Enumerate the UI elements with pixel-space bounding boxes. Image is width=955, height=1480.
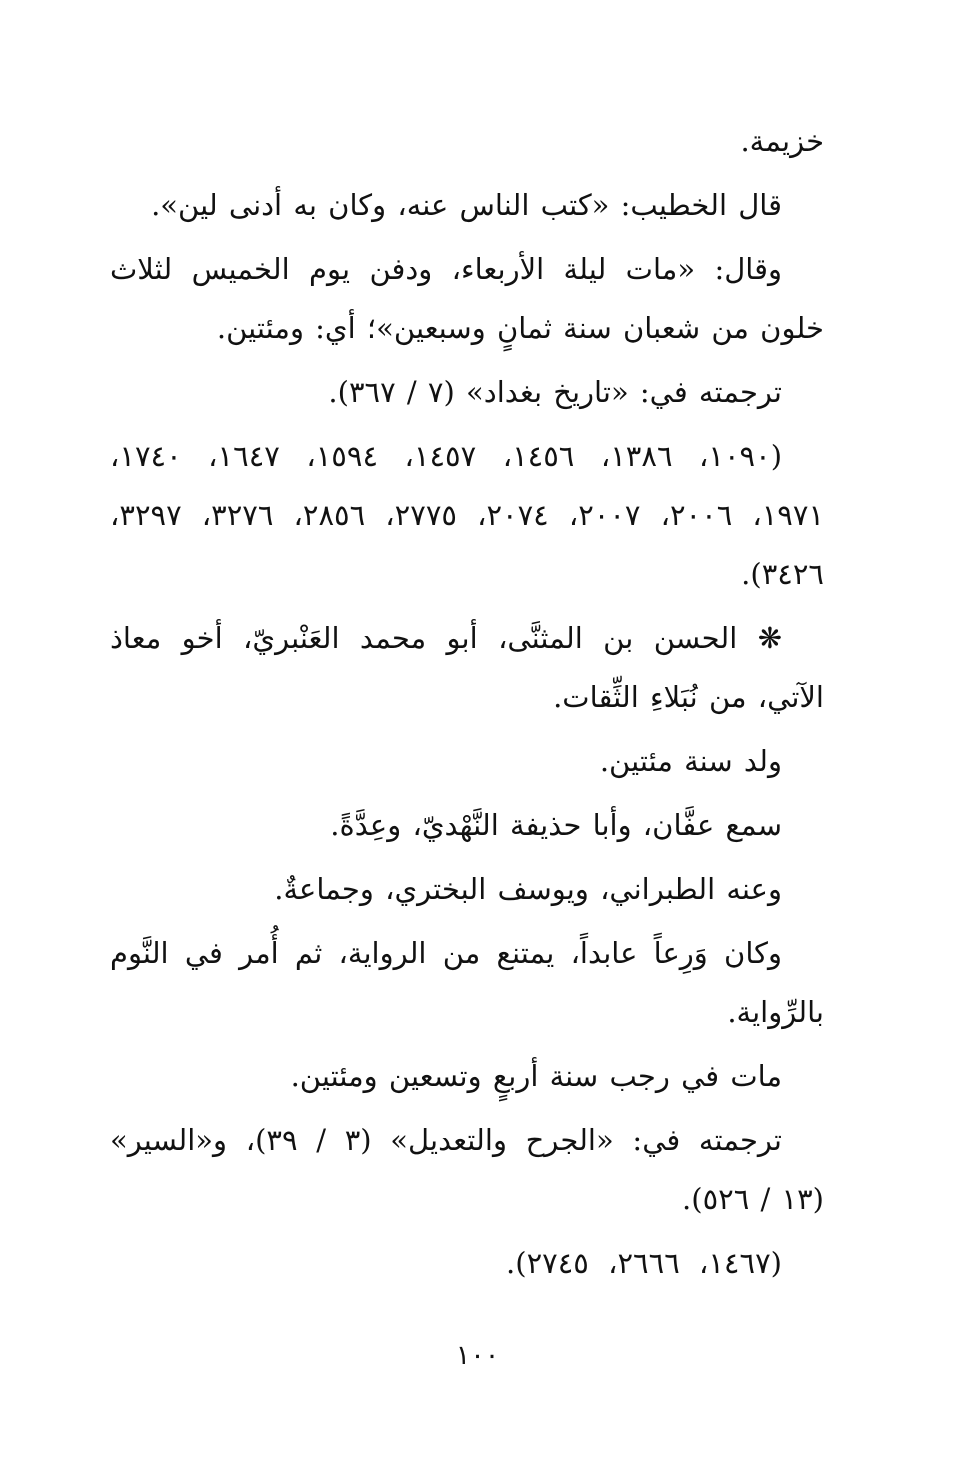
paragraph-khatib-quote: قال الخطيب: «كتب الناس عنه، وكان به أدنى لين». [151,188,782,222]
paragraph-sources: ترجمته في: «الجرح والتعديل» (٣ / ٣٩)، و«السير» (١٣ / ٥٢٦). [110,1123,824,1216]
paragraph-teachers: سمع عفَّان، وأبا حذيفة النَّهْديّ، وعِدَّةً. [330,808,782,842]
page-number: ١٠٠ [455,1340,500,1371]
paragraph-piety: وكان وَرِعاً عابداً، يمتنع من الرواية، ثم أُمر في النَّوم بالرِّواية. [110,936,824,1029]
paragraph-birth: ولد سنة مئتين. [599,744,782,778]
paragraph-reference-numbers-2: (١٤٦٧، ٢٦٦٦، ٢٧٤٥). [506,1246,782,1280]
paragraph-reference-numbers: (١٠٩٠، ١٣٨٦، ١٤٥٦، ١٤٥٧، ١٥٩٤، ١٦٤٧، ١٧٤٠، ١٩٧١، ٢٠٠٦، ٢٠٠٧، ٢٠٧٤، ٢٧٧٥، ٢٨٥٦، ٣٢٧٦، ٣٢٩٧، ٣٤٢٦). [110,439,825,591]
page-text [110,112,824,1452]
paragraph-students: وعنه الطبراني، ويوسف البختري، وجماعةٌ. [274,872,782,906]
paragraph-source-tarikh-baghdad: ترجمته في: «تاريخ بغداد» (٧ / ٣٦٧). [328,375,782,409]
paragraph-continuation: خزيمة. [740,124,824,158]
paragraph-death: مات في رجب سنة أربعٍ وتسعين ومئتين. [290,1059,782,1093]
paragraph-death-date: وقال: «مات ليلة الأربعاء، ودفن يوم الخميس لثلاث خلون من شعبان سنة ثمانٍ وسبعين»؛ أي: ومئتين. [110,252,824,345]
paragraph-entry-heading: ❋ الحسن بن المثنَّى، أبو محمد العَنْبريّ، أخو معاذ الآتي، من نُبَلاءِ الثِّقات. [110,621,824,714]
